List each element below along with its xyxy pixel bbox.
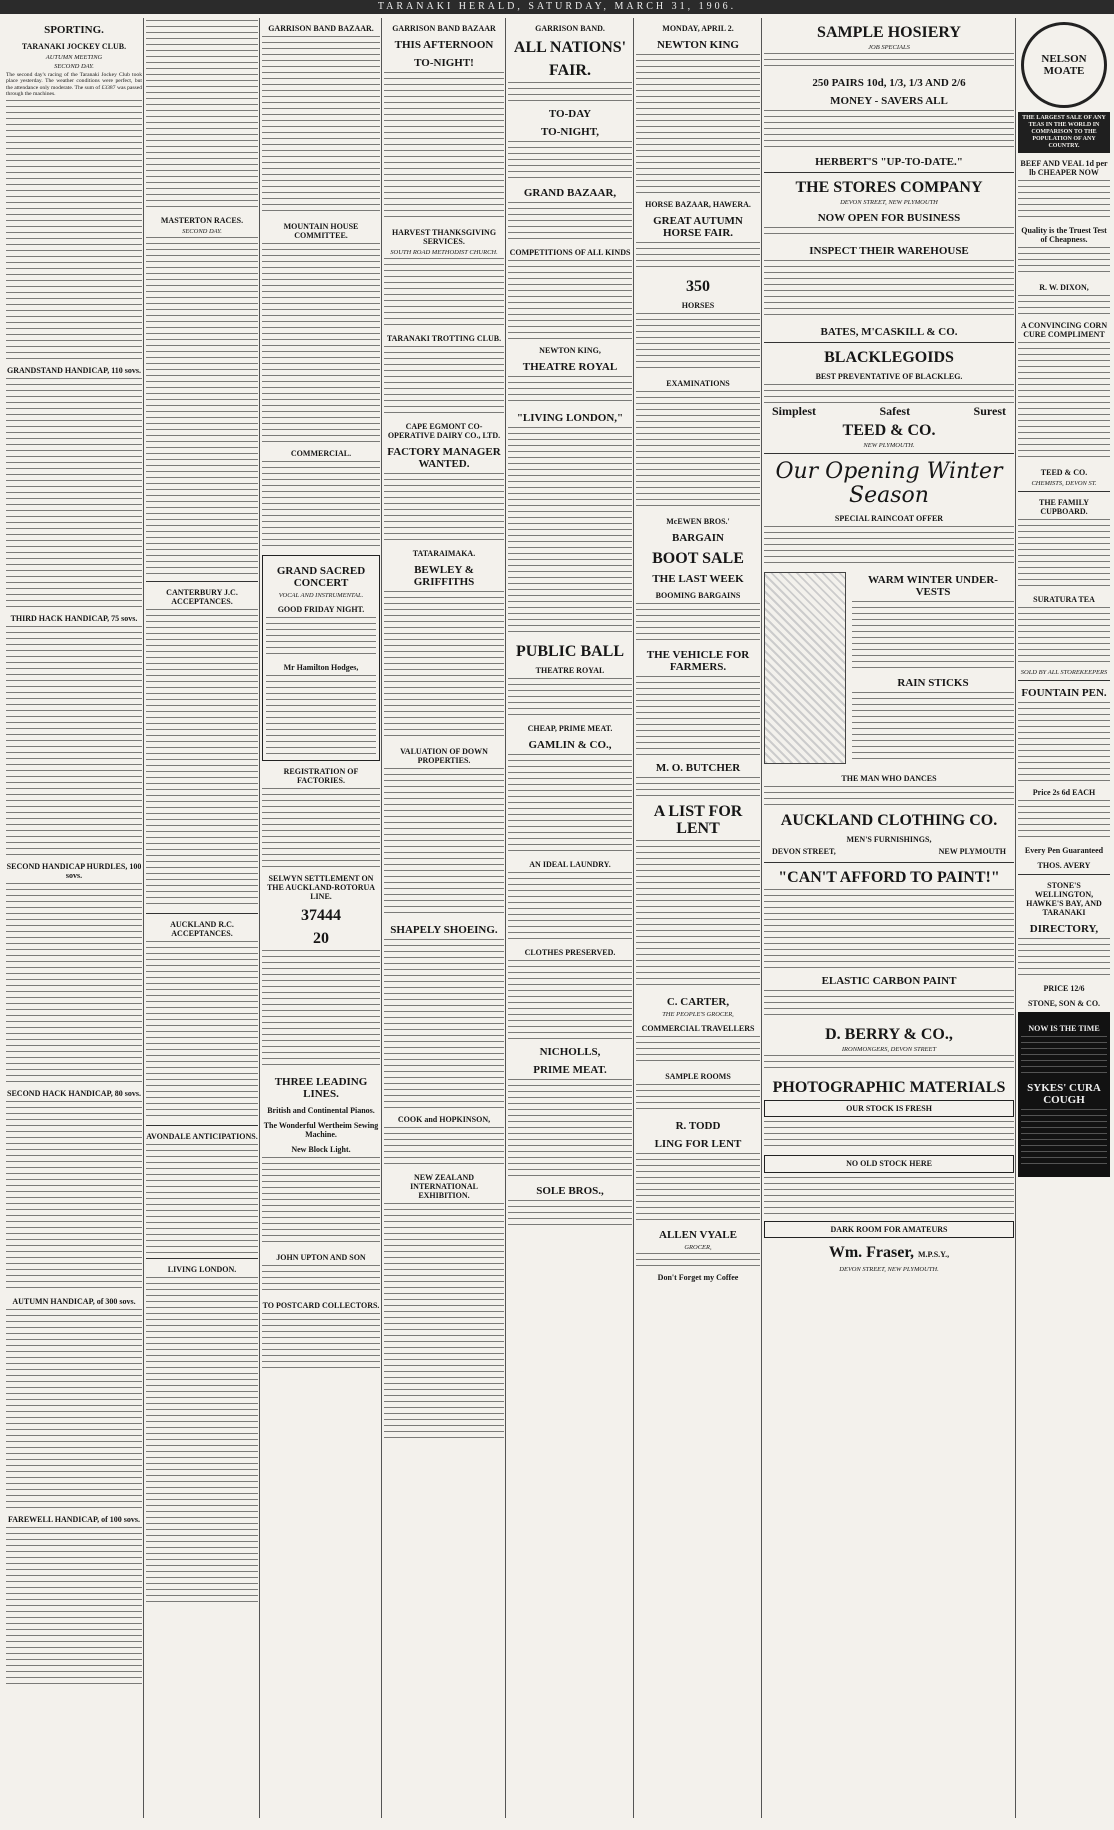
- column-bazaar: [508, 18, 632, 1824]
- ad-title: NOW OPEN FOR BUSINESS: [817, 212, 961, 224]
- body-text: [146, 941, 258, 1121]
- section-heading: TO POSTCARD COLLECTORS.: [262, 1301, 380, 1310]
- body-text: [384, 258, 504, 328]
- ad-title: R. W. DIXON,: [1039, 283, 1089, 292]
- body-text: [636, 242, 760, 272]
- ad-title: FACTORY MANAGER WANTED.: [387, 446, 501, 470]
- divider: [146, 581, 258, 582]
- ad-title: A LIST FOR LENT: [653, 803, 743, 837]
- body-text: [6, 1309, 142, 1509]
- ad-title: MONEY - SAVERS ALL: [830, 95, 948, 107]
- ad-title: BOOT SALE: [652, 550, 744, 567]
- body-text: [6, 1527, 142, 1687]
- ad-subtitle: THE PEOPLE'S GROCER,: [662, 1011, 734, 1018]
- ad-title: TO-DAY: [548, 108, 592, 120]
- ad-title: MEN'S FURNISHINGS,: [846, 835, 932, 845]
- ad-title: TATARAIMAKA.: [412, 549, 476, 558]
- body-text: [636, 603, 760, 643]
- ad-title: BARGAIN: [672, 532, 724, 544]
- ad-title: THIS AFTERNOON: [394, 39, 494, 51]
- ad-title: OUR STOCK IS FRESH: [846, 1103, 932, 1113]
- ad-title: NOW IS THE TIME: [1028, 1024, 1100, 1033]
- ad-title: M. O. BUTCHER: [655, 762, 741, 774]
- article-paragraph: The second day's racing of the Taranaki Jockey Club took place yesterday. The weather conditions were perfect, but the attendance only moderate. The sum of £3387 was passed through the machines.: [6, 72, 142, 98]
- tea-banner: THE LARGEST SALE OF ANY TEAS IN THE WORLD IN COMPARISON TO THE POPULATION OF ANY COUNTRY.: [1018, 112, 1110, 153]
- ad-title: NEWTON KING,: [539, 346, 601, 355]
- masthead: TARANAKI HERALD, SATURDAY, MARCH 31, 1906.: [0, 0, 1114, 14]
- section-heading: SELWYN SETTLEMENT ON THE AUCKLAND-ROTORUA LINE.: [266, 874, 376, 901]
- divider: [764, 172, 1014, 173]
- ad-title: FOUNTAIN PEN.: [1021, 687, 1107, 699]
- ad-title: Quality is the Truest Test of Cheapness.: [1021, 226, 1107, 244]
- ad-title: GARRISON BAND BAZAAR: [392, 24, 496, 33]
- body-text: [6, 626, 142, 856]
- column-notices: [384, 18, 504, 1824]
- ad-title: C. CARTER,: [666, 996, 730, 1008]
- event-heading: THIRD HACK HANDICAP, 75 sovs.: [10, 613, 138, 623]
- column-racing: [146, 18, 258, 1824]
- ad-title: SAMPLE HOSIERY: [817, 24, 961, 41]
- ad-title: LING FOR LENT: [654, 1138, 742, 1150]
- ad-title: STONE, SON & CO.: [1027, 999, 1101, 1008]
- slogan-word: Safest: [879, 404, 911, 418]
- body-text: [1018, 800, 1110, 840]
- line-item: British and Continental Pianos.: [267, 1106, 375, 1115]
- body-text: [764, 53, 1014, 71]
- ad-title: AUCKLAND CLOTHING CO.: [780, 812, 998, 830]
- ad-title: THE STORES COMPANY: [795, 179, 983, 196]
- divider: [146, 913, 258, 914]
- column-rule: [381, 18, 382, 1818]
- body-text: [1021, 1036, 1107, 1076]
- body-text: [764, 889, 1014, 969]
- body-text: [1018, 702, 1110, 782]
- chemist-name: Wm. Fraser,: [828, 1244, 914, 1262]
- meeting-name: AUTUMN MEETING: [45, 54, 103, 61]
- ad-title: TEED & CO.: [842, 422, 936, 440]
- column-sales: [636, 18, 760, 1824]
- body-text: [508, 82, 632, 102]
- body-text: [764, 526, 1014, 566]
- horses-count: 350: [686, 278, 710, 295]
- body-text: [384, 939, 504, 1109]
- ad-title: THEATRE ROYAL: [522, 361, 618, 373]
- ad-title: SYKES' CURA COUGH: [1027, 1082, 1101, 1106]
- ad-title: CAPE EGMONT CO-OPERATIVE DAIRY CO., LTD.: [387, 422, 501, 440]
- ad-title: THE LAST WEEK: [652, 573, 744, 585]
- ad-title: COMMERCIAL TRAVELLERS: [641, 1024, 755, 1033]
- ad-title: NEWTON KING: [656, 39, 739, 51]
- event-heading: FAREWELL HANDICAP, of 100 sovs.: [7, 1514, 140, 1524]
- slogan-word: Surest: [973, 404, 1006, 418]
- body-text: [508, 754, 632, 854]
- column-right-ads: [1018, 18, 1110, 1824]
- section-heading: THREE LEADING LINES.: [274, 1076, 368, 1100]
- ad-title: TEED & CO.: [1040, 468, 1088, 477]
- ad-title: TO-NIGHT,: [541, 126, 599, 138]
- body-text: [636, 1253, 760, 1267]
- ad-title: FAIR.: [549, 62, 591, 79]
- slogan-word: Simplest: [772, 404, 817, 418]
- body-text: [508, 872, 632, 942]
- body-text: [508, 1079, 632, 1179]
- ad-title: SAMPLE ROOMS: [665, 1072, 731, 1081]
- body-text: [262, 1157, 380, 1247]
- section-heading: AVONDALE ANTICIPATIONS.: [146, 1132, 258, 1141]
- body-text: [262, 1313, 380, 1373]
- body-text: [1018, 180, 1110, 220]
- day-label: SECOND DAY.: [54, 63, 94, 70]
- body-text: [508, 427, 632, 637]
- body-text: [1021, 1109, 1107, 1169]
- ad-title: COOK and HOPKINSON,: [397, 1115, 491, 1124]
- body-text: [636, 1084, 760, 1114]
- street: DEVON STREET,: [772, 847, 836, 857]
- body-text: [764, 384, 1014, 404]
- body-text: [636, 777, 760, 797]
- divider: [764, 453, 1014, 454]
- divider: [764, 342, 1014, 343]
- ad-title: McEWEN BROS.': [666, 517, 730, 526]
- body-text: [6, 883, 142, 1083]
- ad-title: GRAND BAZAAR,: [523, 187, 617, 199]
- ad-title: SURATURA TEA: [1033, 595, 1095, 604]
- section-heading: COMMERCIAL.: [290, 449, 352, 458]
- body-text: [1018, 247, 1110, 277]
- body-text: [1018, 342, 1110, 462]
- body-text: [262, 243, 380, 443]
- ad-title: THEATRE ROYAL: [535, 666, 605, 675]
- body-text: [764, 1177, 1014, 1217]
- ad-title: BEEF AND VEAL 1d per lb CHEAPER NOW: [1020, 159, 1108, 177]
- ad-subtitle: NEW PLYMOUTH.: [863, 442, 915, 450]
- agent-name: JOHN UPTON AND SON: [276, 1253, 366, 1262]
- body-text: [146, 1277, 258, 1607]
- ad-address: [764, 847, 1014, 857]
- body-text: [764, 786, 1014, 806]
- ad-title: "LIVING LONDON,": [516, 412, 624, 424]
- stock-box: [764, 1155, 1014, 1172]
- body-text: [636, 1036, 760, 1066]
- body-text: [384, 591, 504, 741]
- club-name: TARANAKI JOCKEY CLUB.: [21, 42, 127, 51]
- ad-performer: Mr Hamilton Hodges,: [283, 663, 359, 672]
- ad-title: BOOMING BARGAINS: [655, 591, 741, 600]
- body-text: [146, 1144, 258, 1254]
- ad-title: [764, 1244, 1014, 1263]
- body-text: [384, 473, 504, 543]
- body-text: [1018, 607, 1110, 667]
- divider: [146, 1258, 258, 1259]
- ad-title: TO-NIGHT!: [414, 57, 474, 69]
- illustrated-ad: [764, 568, 1014, 768]
- ad-title: R. TODD: [675, 1120, 721, 1132]
- column-rule: [505, 18, 506, 1818]
- ad-title: INSPECT THEIR WAREHOUSE: [809, 245, 969, 257]
- section-heading: REGISTRATION OF FACTORIES.: [283, 767, 359, 785]
- ad-title: NO OLD STOCK HERE: [846, 1159, 932, 1169]
- ad-title: ALL NATIONS': [513, 39, 627, 56]
- ad-title: ALLEN VYALE: [659, 1229, 737, 1241]
- body-text: [262, 1265, 380, 1295]
- ad-title: Our Opening Winter Season: [775, 459, 1003, 509]
- ad-title: A CONVINCING CORN CURE COMPLIMENT: [1020, 321, 1108, 339]
- body-text: [262, 461, 380, 551]
- ad-subtitle: DEVON STREET, NEW PLYMOUTH.: [839, 1266, 939, 1274]
- body-text: [384, 1127, 504, 1167]
- stock-box: [764, 1100, 1014, 1117]
- body-text: [262, 950, 380, 1070]
- body-text: [266, 675, 376, 755]
- body-text: [1018, 519, 1110, 589]
- ad-title: SOLE BROS.,: [536, 1185, 604, 1197]
- ad-title: STONE'S WELLINGTON, HAWKE'S BAY, AND TARANAKI: [1026, 881, 1102, 917]
- ad-title: WARM WINTER UNDER-VESTS: [868, 574, 998, 599]
- ad-title: GARRISON BAND.: [535, 24, 605, 33]
- body-text: [384, 768, 504, 918]
- body-text: [508, 376, 632, 406]
- section-heading: LIVING LONDON.: [167, 1265, 237, 1274]
- ad-title: BEST PREVENTATIVE OF BLACKLEG.: [815, 372, 963, 381]
- body-text: [266, 617, 376, 657]
- ad-title: HORSE BAZAAR, HAWERA.: [645, 200, 751, 209]
- allotments-figure: 20: [313, 930, 329, 947]
- body-text: [508, 678, 632, 718]
- event-heading: SECOND HANDICAP HURDLES, 100 sovs.: [6, 861, 142, 880]
- ad-title: 250 PAIRS 10d, 1/3, 1/3 AND 2/6: [812, 77, 966, 89]
- ad-title: MONDAY, APRIL 2.: [662, 24, 734, 33]
- body-text: [508, 960, 632, 1040]
- ad-title: Every Pen Guaranteed: [1024, 846, 1104, 855]
- body-text: [764, 990, 1014, 1020]
- ad-title: PUBLIC BALL: [515, 643, 625, 660]
- section-heading: CANTERBURY J.C. ACCEPTANCES.: [166, 588, 238, 606]
- ad-subtitle: DEVON STREET, NEW PLYMOUTH: [840, 199, 938, 206]
- body-text: [146, 20, 258, 210]
- body-text: [146, 237, 258, 577]
- ad-title: BLACKLEGOIDS: [824, 349, 954, 366]
- body-text: [764, 227, 1014, 239]
- ad-title: THE VEHICLE FOR FARMERS.: [646, 649, 750, 673]
- divider: [1018, 874, 1110, 875]
- ad-title: DARK ROOM FOR AMATEURS: [830, 1224, 948, 1234]
- ad-title: ELASTIC CARBON PAINT: [821, 974, 957, 987]
- column-rule: [143, 18, 144, 1818]
- darkroom-box: [764, 1221, 1014, 1238]
- ad-subtitle: JOB SPECIALS: [868, 44, 910, 51]
- body-text: [636, 676, 760, 756]
- body-text: [636, 313, 760, 373]
- section-heading: GARRISON BAND BAZAAR.: [268, 24, 374, 33]
- divider: [1018, 491, 1110, 492]
- body-text: [6, 378, 142, 608]
- body-text: [1018, 938, 1110, 978]
- chemist-tag: M.P.S.Y.,: [917, 1250, 950, 1260]
- ad-title: HERBERT'S "UP-TO-DATE.": [815, 156, 963, 168]
- ad-title: THOS. AVERY: [1037, 861, 1091, 870]
- ad-title: GAMLIN & CO.,: [528, 739, 612, 751]
- divider: [1018, 680, 1110, 681]
- ad-title: BEWLEY & GRIFFITHS: [413, 564, 475, 588]
- ad-title: CHEAP, PRIME MEAT.: [527, 724, 613, 733]
- column-rule: [633, 18, 634, 1818]
- ad-title: CLOTHES PRESERVED.: [524, 948, 616, 957]
- ad-date: GOOD FRIDAY NIGHT.: [277, 605, 365, 614]
- ad-title: VALUATION OF DOWN PROPERTIES.: [400, 747, 488, 765]
- ad-title: GREAT AUTUMN HORSE FAIR.: [653, 215, 743, 239]
- event-heading: AUTUMN HANDICAP, of 300 sovs.: [12, 1296, 136, 1306]
- column-local: [262, 18, 380, 1824]
- body-text: [764, 1121, 1014, 1151]
- body-text: [852, 692, 1014, 762]
- ad-subtitle: SOUTH ROAD METHODIST CHURCH.: [390, 249, 498, 256]
- body-text: [262, 788, 380, 868]
- body-text: [764, 260, 1014, 320]
- town: NEW PLYMOUTH: [938, 847, 1006, 857]
- column-display-ads: [764, 18, 1014, 1824]
- section-heading: SPORTING.: [44, 24, 104, 36]
- column-rule: [259, 18, 260, 1818]
- ad-title: Don't Forget my Coffee: [657, 1273, 739, 1282]
- ad-title: SHAPELY SHOEING.: [390, 924, 498, 936]
- body-text: [384, 72, 504, 222]
- column-rule: [761, 18, 762, 1818]
- horses-label: HORSES: [681, 301, 715, 310]
- concert-advertisement: [262, 555, 380, 761]
- body-text: [262, 36, 380, 216]
- ad-title: THE FAMILY CUPBOARD.: [1038, 498, 1089, 516]
- body-text: [852, 601, 1014, 671]
- ad-subtitle: SOLD BY ALL STOREKEEPERS: [1020, 669, 1108, 676]
- ad-title: AN IDEAL LAUNDRY.: [529, 860, 611, 869]
- divider: [146, 1125, 258, 1126]
- divider: [764, 862, 1014, 863]
- ad-title: HARVEST THANKSGIVING SERVICES.: [391, 228, 497, 246]
- cough-ad: [1018, 1012, 1110, 1177]
- ad-title: "CAN'T AFFORD TO PAINT!": [778, 868, 1000, 886]
- body-text: [508, 1200, 632, 1230]
- body-text: [1018, 295, 1110, 315]
- ad-title: DIRECTORY,: [1029, 923, 1099, 935]
- body-text: [6, 1101, 142, 1291]
- ad-title: GRAND SACRED CONCERT: [276, 565, 366, 589]
- ad-title: PHOTOGRAPHIC MATERIALS: [772, 1078, 1006, 1096]
- logo-text: NELSON MOATE: [1041, 53, 1087, 77]
- event-heading: GRANDSTAND HANDICAP, 110 sovs.: [6, 365, 141, 375]
- body-text: [636, 391, 760, 511]
- line-item: New Block Light.: [291, 1145, 351, 1154]
- body-text: [6, 100, 142, 360]
- body-text: [764, 110, 1014, 150]
- ad-subtitle: GROCER,: [684, 1244, 712, 1251]
- tea-logo: [1021, 22, 1107, 108]
- body-text: [384, 1203, 504, 1443]
- ad-title: PRICE 12/6: [1043, 984, 1085, 993]
- ad-title: TARANAKI TROTTING CLUB.: [386, 334, 502, 343]
- ad-title: D. BERRY & CO.,: [825, 1025, 953, 1043]
- ad-title: Price 2s 6d EACH: [1032, 788, 1096, 797]
- ad-subtitle: IRONMONGERS, DEVON STREET: [841, 1045, 937, 1053]
- body-text: [146, 609, 258, 909]
- ad-title: COMPETITIONS OF ALL KINDS: [509, 248, 631, 257]
- figure-illustration: [764, 572, 846, 764]
- section-heading: AUCKLAND R.C. ACCEPTANCES.: [170, 920, 234, 938]
- ad-title: THE MAN WHO DANCES: [841, 774, 937, 784]
- body-text: [384, 346, 504, 416]
- event-heading: SECOND HACK HANDICAP, 80 sovs.: [7, 1088, 141, 1098]
- ad-title: NEW ZEALAND INTERNATIONAL EXHIBITION.: [410, 1173, 478, 1200]
- section-heading: MOUNTAIN HOUSE COMMITTEE.: [283, 222, 359, 240]
- line-item: The Wonderful Wertheim Sewing Machine.: [263, 1121, 379, 1139]
- body-text: [508, 202, 632, 242]
- ad-title: NICHOLLS,: [539, 1046, 601, 1058]
- day-label: SECOND DAY.: [182, 228, 222, 235]
- body-text: [636, 54, 760, 194]
- body-text: [508, 260, 632, 340]
- body-text: [508, 141, 632, 181]
- ad-subtitle: CHEMISTS, DEVON ST.: [1031, 480, 1097, 487]
- ad-title: SPECIAL RAINCOAT OFFER: [834, 514, 944, 524]
- section-heading: MASTERTON RACES.: [160, 216, 244, 225]
- acres-figure: 37444: [301, 907, 341, 924]
- column-rule: [1015, 18, 1016, 1818]
- ad-slogan: [764, 406, 1014, 416]
- body-text: [764, 1055, 1014, 1073]
- body-text: [636, 1153, 760, 1223]
- ad-subtitle: VOCAL AND INSTRUMENTAL.: [278, 592, 364, 599]
- body-text: [636, 840, 760, 990]
- ad-title: EXAMINATIONS: [666, 379, 730, 388]
- column-sporting: [6, 18, 142, 1824]
- ad-title: BATES, M'CASKILL & CO.: [820, 326, 958, 338]
- ad-title: RAIN STICKS: [897, 677, 969, 690]
- ad-title: PRIME MEAT.: [533, 1064, 607, 1076]
